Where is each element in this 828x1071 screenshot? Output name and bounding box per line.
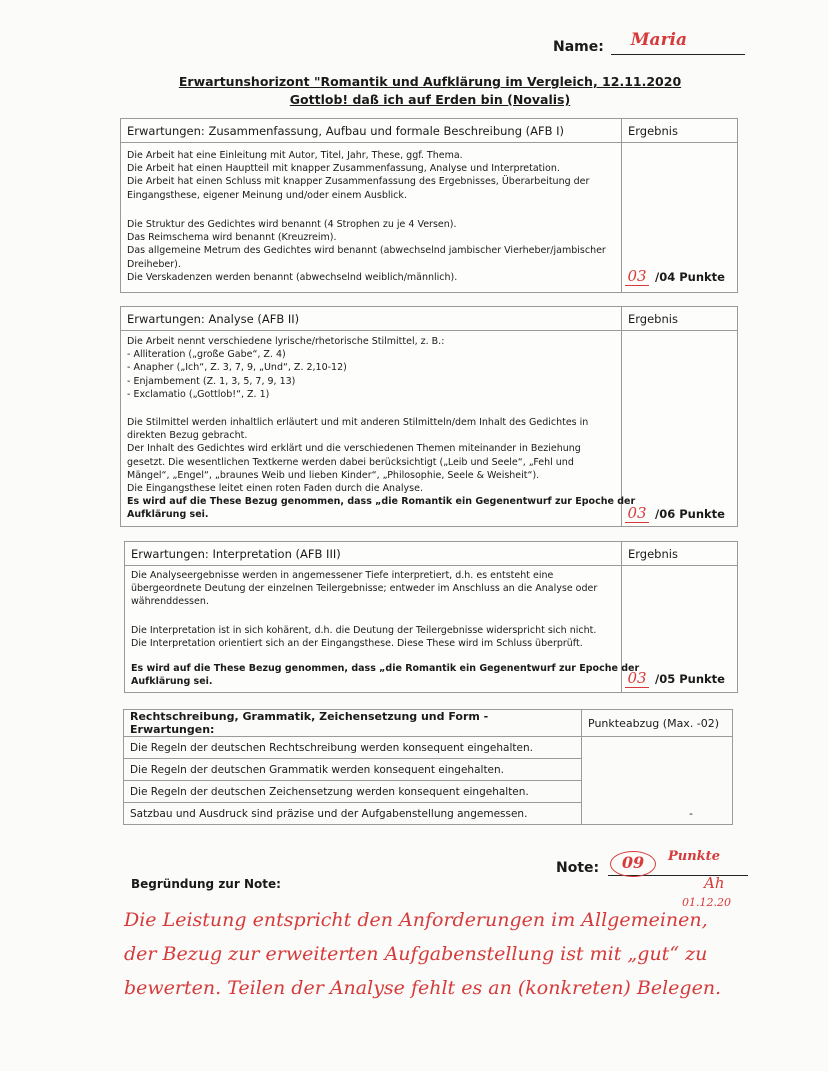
section-paragraph: Die Analyseergebnisse werden in angemessener Tiefe interpretiert, d.h. es entsteht eine übergeordnete Deutung der einzelnen Teilergebnisse; entweder im Anschluss an die Analyse oder währenddessen. xyxy=(131,570,598,608)
section-paragraph: Die Arbeit hat eine Einleitung mit Autor, Titel, Jahr, These, ggf. Thema. Die Arbeit hat einen Hauptteil mit knapper Zusammenfassung, Analyse und Interpretation. Die Arbeit hat einen Schluss mit knapper Zusammenfassung des Ergebnisses, Überarbeitung der Eingangsthese, eigener Meinung und/oder einem Ausblick. xyxy=(127,150,590,201)
justification-label: Begründung zur Note: xyxy=(131,877,281,891)
name-label: Name: xyxy=(553,39,604,55)
grade-field[interactable] xyxy=(608,849,748,876)
section-paragraph: Es wird auf die These Bezug genommen, dass „die Romantik ein Gegenentwurf zur Epoche der Aufklärung sei. xyxy=(127,496,636,521)
rs-criterion: Satzbau und Ausdruck sind präzise und der Aufgabenstellung angemessen. xyxy=(124,803,582,825)
section-paragraph: Es wird auf die These Bezug genommen, dass „die Romantik ein Gegenentwurf zur Epoche der Aufklärung sei. xyxy=(131,663,640,688)
grading-date: 01.12.20 xyxy=(682,896,731,909)
score-value[interactable]: 03 xyxy=(625,267,649,286)
score-max: /06 Punkte xyxy=(655,507,725,521)
section-afb2 xyxy=(120,306,738,527)
score-max: /04 Punkte xyxy=(655,270,725,284)
name-value: Maria xyxy=(630,30,687,50)
rs-table xyxy=(123,709,733,825)
doc-title-line2: Gottlob! daß ich auf Erden bin (Novalis) xyxy=(289,92,571,107)
rs-header-row xyxy=(124,710,733,737)
result-label: Ergebnis xyxy=(621,119,737,143)
justification-line: Die Leistung entspricht den Anforderungen im Allgemeinen, xyxy=(124,909,708,931)
section-heading: Erwartungen: Zusammenfassung, Aufbau und formale Beschreibung (AFB I) xyxy=(121,119,621,143)
rs-deduction-cell[interactable] xyxy=(582,737,733,825)
result-column xyxy=(621,143,622,292)
rs-heading: Rechtschreibung, Grammatik, Zeichensetzung und Form - Erwartungen: xyxy=(124,710,582,737)
grade-unit: Punkte xyxy=(668,849,720,864)
result-label: Ergebnis xyxy=(621,307,737,331)
result-label: Ergebnis xyxy=(621,542,737,566)
grade-label: Note: xyxy=(556,860,600,876)
section-paragraph: Die Arbeit nennt verschiedene lyrische/rhetorische Stilmittel, z. B.: - Alliteration („große Gabe“, Z. 4) - Anapher („Ich“, Z. 3, 7, 9, „Und“, Z. 2,10-12) - Enjambement (Z. 1, 3, 5, 7, 9, 13) - Exclamatio („Gottlob!“, Z. 1) xyxy=(127,336,445,400)
section-afb3 xyxy=(124,541,738,693)
score xyxy=(625,669,725,688)
score xyxy=(625,267,725,286)
score xyxy=(625,504,725,523)
name-row xyxy=(553,30,745,55)
rs-deduction-label: Punkteabzug (Max. -02) xyxy=(582,710,733,737)
section-paragraph: Die Interpretation ist in sich kohärent, d.h. die Deutung der Teilergebnisse widerspricht sich nicht. Die Interpretation orientiert sich an der Eingangsthese. Diese These wird im Schluss überprüft. xyxy=(131,625,597,650)
section-paragraph: Die Struktur des Gedichtes wird benannt (4 Strophen zu je 4 Versen). Das Reimschema wird benannt (Kreuzreim). Das allgemeine Metrum des Gedichtes wird benannt (abwechselnd jambischer Vierheber/jambischer Dreiheber). Die Verskadenzen werden benannt (abwechselnd weiblich/männlich). xyxy=(127,219,606,283)
doc-title-line1: Erwartunshorizont "Romantik und Aufklärung im Vergleich, 12.11.2020 xyxy=(178,74,682,89)
score-value[interactable]: 03 xyxy=(625,669,649,688)
section-afb1 xyxy=(120,118,738,293)
rs-deduction-value: - xyxy=(689,808,693,820)
table-row xyxy=(124,737,733,759)
justification-line: bewerten. Teilen der Analyse fehlt es an (konkreten) Belegen. xyxy=(124,977,722,999)
section-heading: Erwartungen: Interpretation (AFB III) xyxy=(125,542,621,566)
rs-criterion: Die Regeln der deutschen Rechtschreibung werden konsequent eingehalten. xyxy=(124,737,582,759)
section-paragraph: Die Stilmittel werden inhaltlich erläutert und mit anderen Stilmitteln/dem Inhalt des Gedichtes in direkten Bezug gebracht. Der Inhalt des Gedichtes wird erklärt und die verschiedenen Themen miteinander in Beziehung gesetzt. Die wesentlichen Textkerne werden dabei berücksichtigt („Leib und Seele“, „Fehl und Mängel“, „Engel“, „braunes Weib und lieben Kinder“, „Philosophie, Seele & Weisheit“). Die Eingangsthese leitet einen roten Faden durch die Analyse. xyxy=(127,417,589,495)
rs-criterion: Die Regeln der deutschen Zeichensetzung werden konsequent eingehalten. xyxy=(124,781,582,803)
teacher-initials: Ah xyxy=(704,874,725,892)
score-value[interactable]: 03 xyxy=(625,504,649,523)
grade-value: 09 xyxy=(610,851,656,877)
section-heading: Erwartungen: Analyse (AFB II) xyxy=(121,307,621,331)
score-max: /05 Punkte xyxy=(655,672,725,686)
justification-text xyxy=(124,903,804,1005)
name-field[interactable] xyxy=(611,30,745,55)
rs-criterion: Die Regeln der deutschen Grammatik werden konsequent eingehalten. xyxy=(124,759,582,781)
justification-line: der Bezug zur erweiterten Aufgabenstellung ist mit „gut“ zu xyxy=(124,943,708,965)
